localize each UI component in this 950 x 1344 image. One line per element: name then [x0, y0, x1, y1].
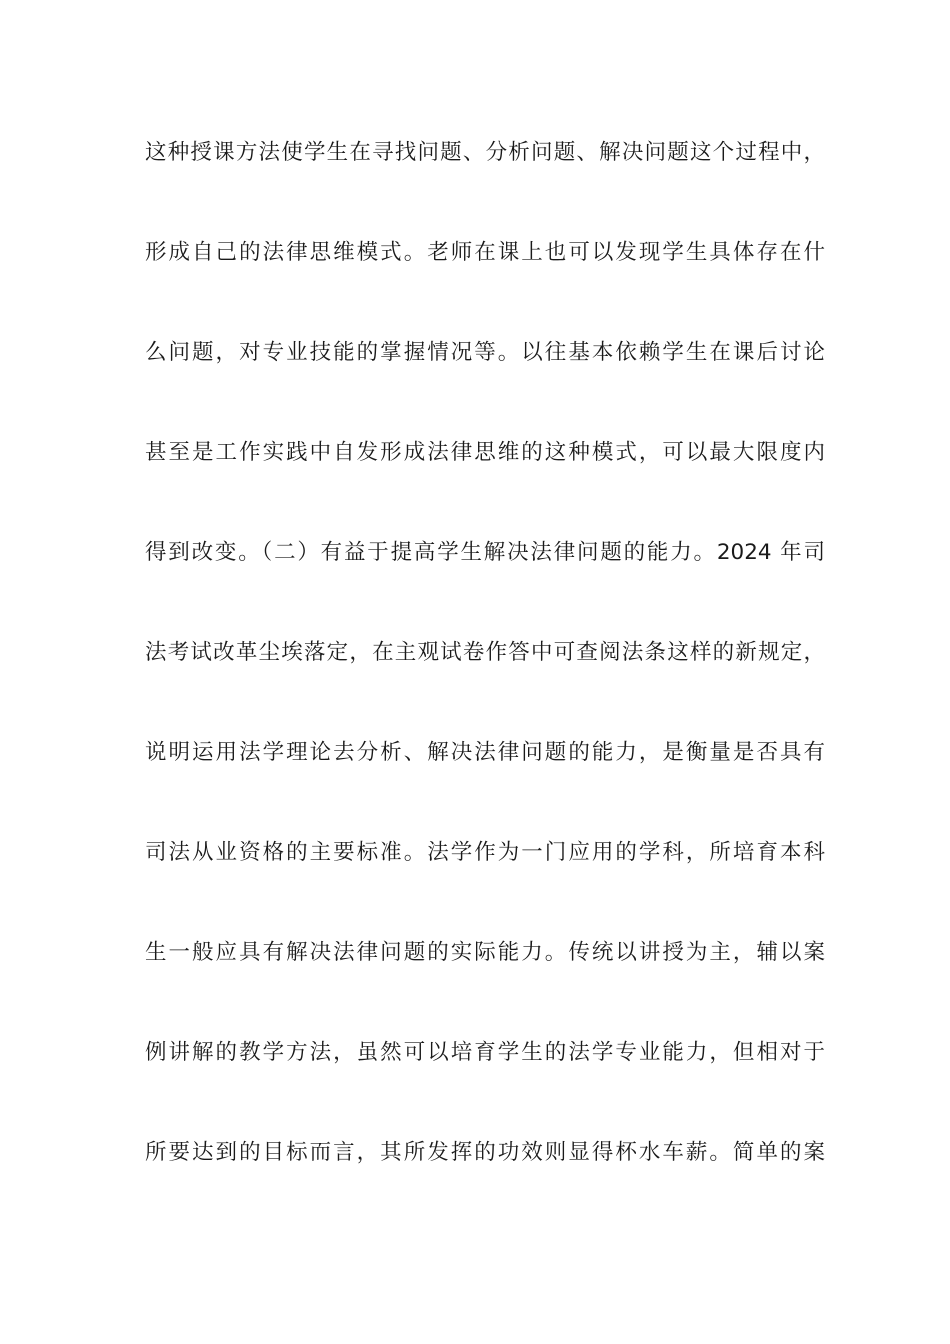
text-line: 司法从业资格的主要标准。法学作为一门应用的学科，所培育本科 — [145, 840, 825, 865]
text-line: 例讲解的教学方法，虽然可以培育学生的法学专业能力，但相对于 — [145, 1040, 825, 1065]
text-line: 说明运用法学理论去分析、解决法律问题的能力，是衡量是否具有 — [145, 740, 825, 765]
body-text — [145, 128, 825, 1228]
text-line: 形成自己的法律思维模式。老师在课上也可以发现学生具体存在什 — [145, 240, 825, 265]
text-line: 这种授课方法使学生在寻找问题、分析问题、解决问题这个过程中， — [145, 140, 825, 165]
text-line: 么问题，对专业技能的掌握情况等。以往基本依赖学生在课后讨论 — [145, 340, 825, 365]
text-line: 所要达到的目标而言，其所发挥的功效则显得杯水车薪。简单的案 — [145, 1140, 825, 1165]
text-line: 甚至是工作实践中自发形成法律思维的这种模式，可以最大限度内 — [145, 440, 825, 465]
text-line: 法考试改革尘埃落定，在主观试卷作答中可查阅法条这样的新规定， — [145, 640, 825, 665]
text-line: 生一般应具有解决法律问题的实际能力。传统以讲授为主，辅以案 — [145, 940, 825, 965]
text-line: 得到改变。（二）有益于提高学生解决法律问题的能力。2024 年司 — [145, 540, 825, 565]
